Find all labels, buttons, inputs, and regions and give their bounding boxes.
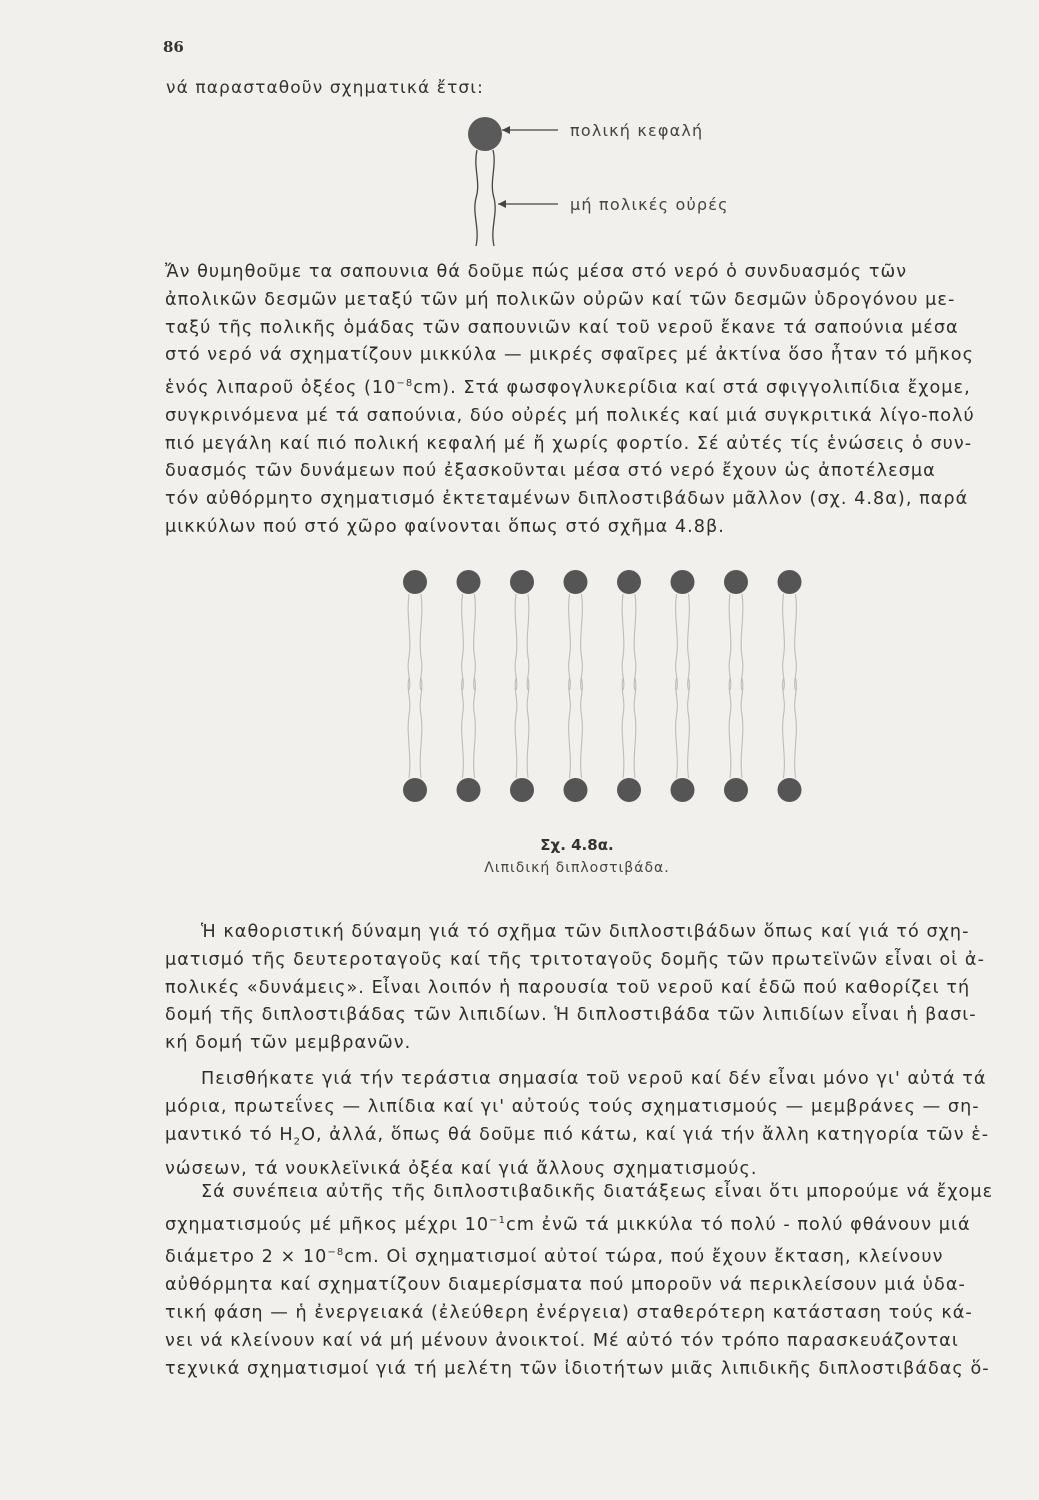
- lipid-tail-top: [729, 594, 731, 690]
- text-line: νώσεων, τά νουκλεϊνικά ὀξέα καί γιά ἄλλους σχηματισμούς.: [165, 1158, 758, 1179]
- text-line: τόν αὐθόρμητο σχηματισμό ἐκτεταμένων διπλοστιβάδων μᾶλλον (σχ. 4.8α), παρά: [165, 489, 969, 510]
- polar-head-icon: [468, 117, 502, 151]
- lipid-tail-top: [474, 594, 476, 690]
- lipid-tail-top: [676, 594, 678, 690]
- text-line: συγκρινόμενα μέ τά σαπούνια, δύο οὐρές μή πολικές καί μιά συγκριτικά λίγο-πολύ: [165, 405, 975, 426]
- lipid-head-bottom: [564, 778, 588, 802]
- page-number: 86: [163, 38, 184, 56]
- lipid-tail-bottom: [634, 678, 636, 778]
- amphiphile-molecule-diagram: [430, 108, 570, 250]
- nonpolar-tail: [492, 150, 495, 246]
- text-line: ταξύ τῆς πολικῆς ὁμάδας τῶν σαπουνιῶν καί τοῦ νεροῦ ἔκανε τά σαπούνια μέσα: [165, 317, 959, 338]
- text-line: μικκύλων πού στό χῶρο φαίνονται ὅπως στό σχῆμα 4.8β.: [165, 517, 725, 538]
- intro-line: νά παρασταθοῦν σχηματικά ἔτσι:: [166, 78, 484, 98]
- lipid-tail-top: [581, 594, 583, 690]
- lipid-tail-bottom: [527, 678, 529, 778]
- text-line: τεχνικά σχηματισμοί γιά τή μελέτη τῶν ἰδιοτήτων μιᾶς λιπιδικῆς διπλοστιβάδας ὅ-: [165, 1358, 990, 1379]
- lipid-tail-bottom: [741, 678, 743, 778]
- lipid-tail-bottom: [729, 678, 731, 778]
- lipid-tail-bottom: [569, 678, 571, 778]
- lipid-head-bottom: [510, 778, 534, 802]
- lipid-tail-top: [688, 594, 690, 690]
- text-line: διάμετρο $2 \times 10^{-8}cm$. Οἱ σχηματισμοί αὐτοί τώρα, πού ἔχουν ἔκταση, κλείνουν: [165, 1247, 944, 1268]
- text-line: δομή τῆς διπλοστιβάδας τῶν λιπιδίων. Ἡ διπλοστιβάδα τῶν λιπιδίων εἶναι ἡ βασι-: [165, 1005, 977, 1026]
- text-line: δυασμός τῶν δυνάμεων πού ἐξασκοῦνται μέσα στό νερό ἔχουν ὡς ἀποτέλεσμα: [165, 461, 936, 482]
- polar-head-label: πολική κεφαλή: [570, 121, 704, 140]
- lipid-tail-top: [622, 594, 624, 690]
- lipid-head-bottom: [403, 778, 427, 802]
- text-line: πιό μεγάλη καί πιό πολική κεφαλή μέ ἤ χωρίς φορτίο. Σέ αὐτές τίς ἑνώσεις ὁ συν-: [165, 433, 973, 454]
- lipid-head-top: [403, 570, 427, 594]
- lipid-tail-bottom: [676, 678, 678, 778]
- lipid-tail-bottom: [622, 678, 624, 778]
- text-line: αὐθόρμητα καί σχηματίζουν διαμερίσματα πού μποροῦν νά περικλείσουν μιά ὑδα-: [165, 1275, 966, 1296]
- text-line: Σά συνέπεια αὐτῆς τῆς διπλοστιβαδικῆς διατάξεως εἶναι ὅτι μπορούμε νά ἔχομε: [201, 1182, 994, 1202]
- lipid-tail-top: [783, 594, 785, 690]
- paragraph-4: [165, 1179, 1033, 1383]
- lipid-tail-bottom: [581, 678, 583, 778]
- lipid-tail-top: [741, 594, 743, 690]
- lipid-head-bottom: [457, 778, 481, 802]
- lipid-head-top: [617, 570, 641, 594]
- text-line: μαντικό τό $H_2O$, ἀλλά, ὅπως θά δοῦμε πιό κάτω, καί γιά τήν ἄλλη κατηγορία τῶν ἑ-: [165, 1124, 990, 1148]
- lipid-head-top: [564, 570, 588, 594]
- lipid-tail-bottom: [462, 678, 464, 778]
- text-line: ἀπολικῶν δεσμῶν μεταξύ τῶν μή πολικῶν οὐρῶν καί τῶν δεσμῶν ὑδρογόνου με-: [165, 289, 956, 310]
- lipid-bilayer-diagram: [380, 562, 840, 822]
- nonpolar-tail: [475, 150, 478, 246]
- text-line: Ἡ καθοριστική δύναμη γιά τό σχῆμα τῶν διπλοστιβάδων ὅπως καί γιά τό σχη-: [201, 922, 970, 942]
- lipid-head-bottom: [778, 778, 802, 802]
- text-line: μόρια, πρωτεΐνες — λιπίδια καί γι' αὐτούς τούς σχηματισμούς — μεμβράνες — ση-: [165, 1096, 980, 1117]
- paragraph-3: [165, 1066, 1033, 1184]
- text-line: τική φάση — ἡ ἐνεργειακά (ἐλεύθερη ἐνέργεια) σταθερότερη κατάσταση τούς κά-: [165, 1302, 973, 1323]
- text-line: στό νερό νά σχηματίζουν μικκύλα — μικρές σφαῖρες μέ ἀκτίνα ὅσο ἦταν τό μῆκος: [165, 345, 974, 366]
- paragraph-1: [165, 259, 1025, 542]
- lipid-head-top: [778, 570, 802, 594]
- lipid-tail-top: [462, 594, 464, 690]
- text-line: ματισμό τῆς δευτεροταγοῦς καί τῆς τριτοταγοῦς δομῆς τῶν πρωτεϊνῶν εἶναι οἱ ἀ-: [165, 949, 985, 970]
- lipid-tail-top: [569, 594, 571, 690]
- lipid-head-bottom: [617, 778, 641, 802]
- lipid-head-top: [510, 570, 534, 594]
- text-line: πολικές «δυνάμεις». Εἶναι λοιπόν ἡ παρουσία τοῦ νεροῦ καί ἐδῶ πού καθορίζει τή: [165, 977, 971, 998]
- lipid-tail-top: [420, 594, 422, 690]
- text-line: νει νά κλείνουν καί νά μή μένουν ἀνοικτοί. Μέ αὐτό τόν τρόπο παρασκευάζονται: [165, 1330, 959, 1351]
- lipid-tail-top: [527, 594, 529, 690]
- lipid-tail-top: [634, 594, 636, 690]
- paragraph-2: [165, 919, 1033, 1058]
- lipid-tail-bottom: [783, 678, 785, 778]
- nonpolar-tails-label: μή πολικές οὐρές: [570, 195, 729, 214]
- lipid-head-bottom: [724, 778, 748, 802]
- lipid-tail-bottom: [515, 678, 517, 778]
- text-line: Ἄν θυμηθοῦμε τα σαπουνια θά δοῦμε πώς μέσα στό νερό ὁ συνδυασμός τῶν: [165, 262, 908, 282]
- lipid-head-top: [457, 570, 481, 594]
- lipid-tail-bottom: [474, 678, 476, 778]
- lipid-tail-top: [795, 594, 797, 690]
- figure-title: Λιπιδική διπλοστιβάδα.: [484, 860, 670, 876]
- text-line: Πεισθήκατε γιά τήν τεράστια σημασία τοῦ νεροῦ καί δέν εἶναι μόνο γι' αὐτά τά: [201, 1069, 987, 1089]
- text-line: σχηματισμούς μέ μῆκος μέχρι $10^{-1}cm$ ἐνῶ τά μικκύλα τό πολύ - πολύ φθάνουν μιά: [165, 1214, 971, 1235]
- text-line: ἑνός λιπαροῦ ὀξέος $(10^{-8}cm)$. Στά φωσφογλυκερίδια καί στά σφιγγολιπίδια ἔχομε,: [165, 378, 971, 399]
- lipid-tail-bottom: [795, 678, 797, 778]
- lipid-tail-top: [408, 594, 410, 690]
- lipid-tail-bottom: [420, 678, 422, 778]
- figure-number: Σχ. 4.8α.: [540, 836, 614, 854]
- lipid-head-top: [671, 570, 695, 594]
- text-line: κή δομή τῶν μεμβρανῶν.: [165, 1033, 412, 1054]
- lipid-head-top: [724, 570, 748, 594]
- lipid-tail-top: [515, 594, 517, 690]
- lipid-head-bottom: [671, 778, 695, 802]
- lipid-tail-bottom: [688, 678, 690, 778]
- lipid-tail-bottom: [408, 678, 410, 778]
